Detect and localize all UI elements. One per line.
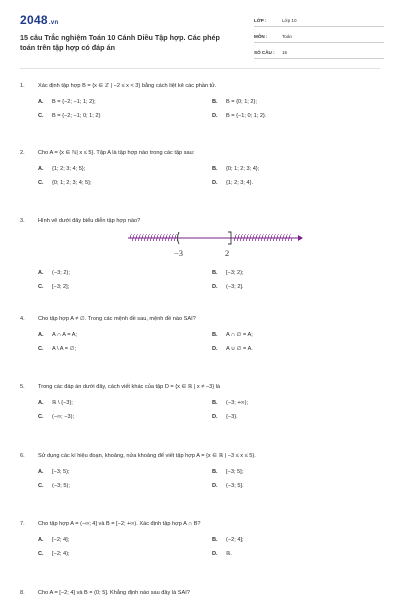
- option-d[interactable]: D. ℝ.: [212, 551, 232, 557]
- option-b[interactable]: B. (−3; +∞);: [212, 400, 249, 406]
- options: [20, 165, 382, 195]
- header-divider: [20, 68, 380, 69]
- meta-value: Lớp 10: [282, 18, 297, 23]
- option-d[interactable]: D. {1; 2; 3; 4}.: [212, 180, 254, 186]
- option-b[interactable]: B. {0; 1; 2; 3; 4};: [212, 166, 260, 172]
- option-c[interactable]: C. (−3; 5);: [38, 483, 70, 489]
- hatched-region-right: [234, 234, 292, 241]
- option-a[interactable]: A. [−2; 4];: [38, 537, 70, 543]
- option-c[interactable]: C. B = {−2; −1; 0; 1; 2}: [38, 113, 101, 119]
- question-text: Hình vẽ dưới đây biểu diễn tập hợp nào?: [38, 218, 141, 224]
- hatched-region-left: [130, 234, 178, 241]
- meta-row-count: [254, 47, 384, 59]
- option-b[interactable]: B. A ∩ ∅ = A;: [212, 332, 253, 338]
- question-2: [20, 149, 382, 195]
- option-d[interactable]: D. (−3; 2].: [212, 284, 244, 290]
- question-number: 7.: [20, 521, 25, 527]
- meta-value: 15: [282, 50, 288, 55]
- options: [20, 331, 382, 361]
- question-text: Cho A = [−2; 4] và B = (0; 5]. Khẳng định nào sau đây là SAI?: [38, 590, 190, 596]
- question-number: 2.: [20, 150, 25, 156]
- meta-key: MÔN :: [254, 34, 268, 39]
- meta-key: LỚP :: [254, 18, 267, 23]
- option-c[interactable]: C. [−2; 4);: [38, 551, 70, 557]
- site-logo[interactable]: 2048.vn: [20, 13, 59, 27]
- option-b[interactable]: B. (−2; 4];: [212, 537, 244, 543]
- option-b[interactable]: B. B = {0; 1; 2};: [212, 99, 257, 105]
- option-c[interactable]: C. A \ A = ∅;: [38, 346, 76, 352]
- option-d[interactable]: D. B = {−1; 0; 1; 2}.: [212, 113, 267, 119]
- question-8: [20, 589, 382, 597]
- option-a[interactable]: A. A ∩ A = A;: [38, 332, 78, 338]
- meta-value: Toán: [282, 34, 292, 39]
- question-text: Trong các đáp án dưới đây, cách viết khác của tập D = {x ∈ ℝ | x ≠ −3} là: [38, 384, 220, 390]
- option-a[interactable]: A. ℝ \ {−3};: [38, 400, 73, 406]
- options: [20, 399, 382, 429]
- question-number: 5.: [20, 384, 25, 390]
- question-text: Cho A = {x ∈ ℕ| x ≤ 5}. Tập A là tập hợp nào trong các tập sau:: [38, 150, 195, 156]
- question-number: 1.: [20, 83, 25, 89]
- option-a[interactable]: A. (−3; 2);: [38, 270, 70, 276]
- option-a[interactable]: A. {1; 2; 3; 4; 5};: [38, 166, 86, 172]
- option-d[interactable]: D. {−3}.: [212, 414, 238, 420]
- question-number: 8.: [20, 590, 25, 596]
- question-4: [20, 315, 382, 361]
- question-7: [20, 520, 382, 566]
- question-number: 6.: [20, 453, 25, 459]
- question-6: [20, 452, 382, 498]
- option-c[interactable]: C. (−∞; −3);: [38, 414, 75, 420]
- option-c[interactable]: C. {0; 1; 2; 3; 4; 5};: [38, 180, 92, 186]
- question-3: [20, 217, 382, 299]
- label-left: −3: [174, 248, 184, 258]
- question-text: Cho tập hợp A ≠ ∅. Trong các mệnh đề sau, mệnh đề nào SAI?: [38, 316, 196, 322]
- question-number: 4.: [20, 316, 25, 322]
- question-5: [20, 383, 382, 429]
- question-1: [20, 82, 382, 128]
- question-text: Sử dụng các kí hiệu đoạn, khoảng, nửa khoảng để viết tập hợp A = {x ∈ ℝ | −3 ≤ x ≤ 5}.: [38, 453, 256, 459]
- question-text: Cho tập hợp A = (−∞; 4] và B = [−2; +∞). Xác định tập hợp A ∩ B?: [38, 521, 201, 527]
- question-number: 3.: [20, 218, 25, 224]
- option-c[interactable]: C. [−3; 2];: [38, 284, 70, 290]
- number-line-figure: [20, 225, 382, 263]
- option-b[interactable]: B. [−3; 2);: [212, 270, 244, 276]
- options: [20, 468, 382, 498]
- option-a[interactable]: A. B = {−2; −1; 1; 2};: [38, 99, 96, 105]
- options: [20, 98, 382, 128]
- meta-row-subject: [254, 31, 384, 43]
- meta-key: SỐ CÂU :: [254, 50, 275, 55]
- option-a[interactable]: A. [−3; 5);: [38, 469, 70, 475]
- options: [20, 269, 382, 299]
- page-title: 15 câu Trắc nghiệm Toán 10 Cánh Diều Tập hợp. Các phép toán trên tập hợp có đáp án: [20, 33, 220, 52]
- meta-row-class: [254, 15, 384, 27]
- option-b[interactable]: B. [−3; 5];: [212, 469, 244, 475]
- number-line-svg: [20, 225, 380, 263]
- options: [20, 536, 382, 566]
- label-right: 2: [225, 248, 230, 258]
- document-header: [0, 0, 400, 64]
- meta-table: [254, 15, 384, 63]
- option-d[interactable]: D. (−3; 5].: [212, 483, 244, 489]
- arrow-head: [298, 235, 303, 241]
- question-text: Xác định tập hợp B = {x ∈ ℤ | −2 ≤ x < 3} bằng cách liệt kê các phần tử.: [38, 83, 217, 89]
- option-d[interactable]: D. A ∪ ∅ = A.: [212, 346, 253, 352]
